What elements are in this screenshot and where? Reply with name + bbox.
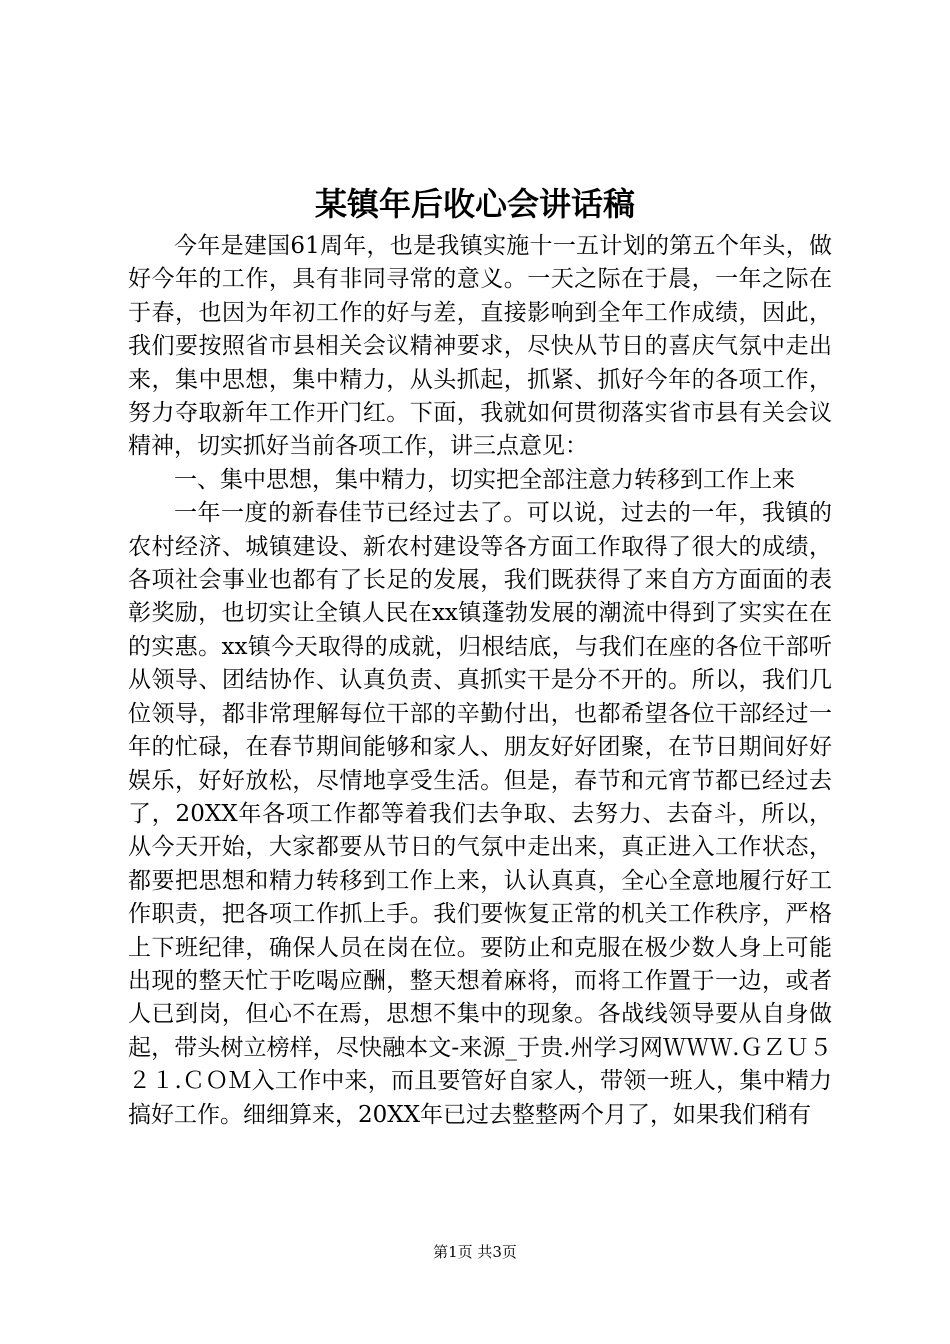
paragraph-intro: 今年是建国61周年，也是我镇实施十一五计划的第五个年头，做好今年的工作，具有非同寻常的意义。一天之际在于晨，一年之际在于春，也因为年初工作的好与差，直接影响到全年工作成绩，因此，我们要按照省市县相关会议精神要求，尽快从节日的喜庆气氛中走出来，集中思想，集中精力，从头抓起，抓紧、抓好今年的各项工作，努力夺取新年工作开门红。下面，我就如何贯彻落实省市县有关会议精神，切实抓好当前各项工作，讲三点意见： <box>128 233 832 460</box>
document-body <box>128 230 832 1132</box>
page-number-footer: 第1页 共3页 <box>433 1243 517 1261</box>
document-title: 某镇年后收心会讲话稿 <box>314 185 635 223</box>
section-heading-1: 一、集中思想，集中精力，切实把全部注意力转移到工作上来 <box>174 466 795 493</box>
paragraph-section-1: 一年一度的新春佳节已经过去了。可以说，过去的一年，我镇的农村经济、城镇建设、新农村建设等各方面工作取得了很大的成绩，各项社会事业也都有了长足的发展，我们既获得了来自方方面面的表彰奖励，也切实让全镇人民在xx镇蓬勃发展的潮流中得到了实实在在的实惠。xx镇今天取得的成就，归根结底，与我们在座的各位干部听从领导、团结协作、认真负责、真抓实干是分不开的。所以，我们几位领导，都非常理解每位干部的辛勤付出，也都希望各位干部经过一年的忙碌，在春节期间能够和家人、朋友好好团聚，在节日期间好好娱乐，好好放松，尽情地享受生活。但是，春节和元宵节都已经过去了，20XX年各项工作都等着我们去争取、去努力、去奋斗，所以，从今天开始，大家都要从节日的气氛中走出来，真正进入工作状态，都要把思想和精力转移到工作上来，认认真真，全心全意地履行好工作职责，把各项工作抓上手。我们要恢复正常的机关工作秩序，严格上下班纪律，确保人员在岗在位。要防止和克服在极少数人身上可能出现的整天忙于吃喝应酬，整天想着麻将，而将工作置于一边，或者人已到岗，但心不在焉，思想不集中的现象。各战线领导要从自身做起，带头树立榜样，尽快融本文-来源_于贵.州学习网ＷＷＷ.ＧＺＵ５２１.ＣＯＭ入工作中来，而且要管好自家人，带领一班人，集中精力搞好工作。细细算来，20XX年已过去整整两个月了，如果我们稍有 <box>128 500 832 1128</box>
